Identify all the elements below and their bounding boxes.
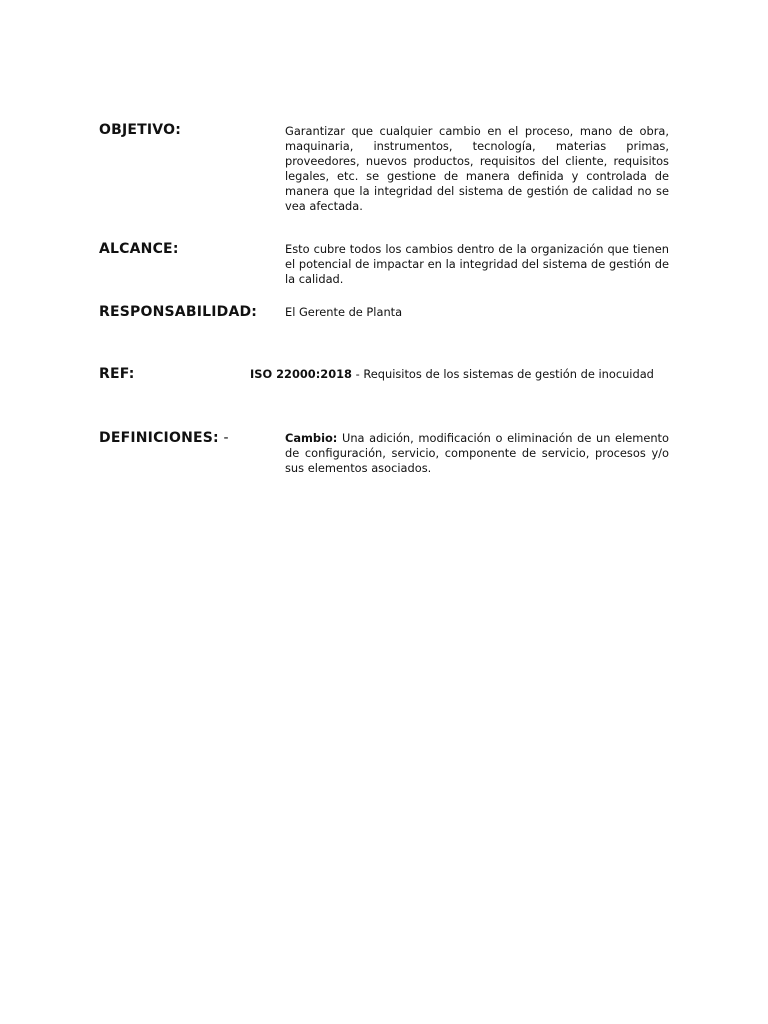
responsabilidad-label: RESPONSABILIDAD: bbox=[99, 304, 258, 320]
definiciones-dash: - bbox=[218, 430, 229, 446]
definition-term: Cambio: bbox=[285, 431, 338, 445]
ref-standard: ISO 22000:2018 bbox=[250, 367, 352, 381]
ref-line bbox=[250, 367, 654, 382]
definiciones-label: DEFINICIONES: bbox=[99, 430, 219, 446]
alcance-label: ALCANCE: bbox=[99, 241, 179, 257]
responsabilidad-text: El Gerente de Planta bbox=[285, 305, 403, 319]
ref-separator: - bbox=[351, 367, 364, 381]
objetivo-text: Garantizar que cualquier cambio en el proceso, mano de obra, maquinaria, instrumentos, tecnología, materias primas, proveedores, nuevos productos, requisitos del cliente, requisitos legales, etc. se gestione de manera definida y controlada de manera que la integridad del sistema de gestión de calidad no se vea afectada. bbox=[285, 124, 669, 213]
ref-text: Requisitos de los sistemas de gestión de inocuidad bbox=[363, 367, 654, 381]
alcance-text: Esto cubre todos los cambios dentro de la organización que tienen el potencial de impactar en la integridad del sistema de gestión de la calidad. bbox=[285, 242, 669, 286]
definiciones-label-line bbox=[99, 430, 229, 446]
objetivo-label: OBJETIVO: bbox=[99, 122, 181, 138]
definiciones-text bbox=[285, 431, 669, 476]
definition-body: Una adición, modificación o eliminación de un elemento de configuración, servicio, componente de servicio, procesos y/o sus elementos asociados. bbox=[285, 431, 669, 475]
ref-label: REF: bbox=[99, 366, 135, 382]
